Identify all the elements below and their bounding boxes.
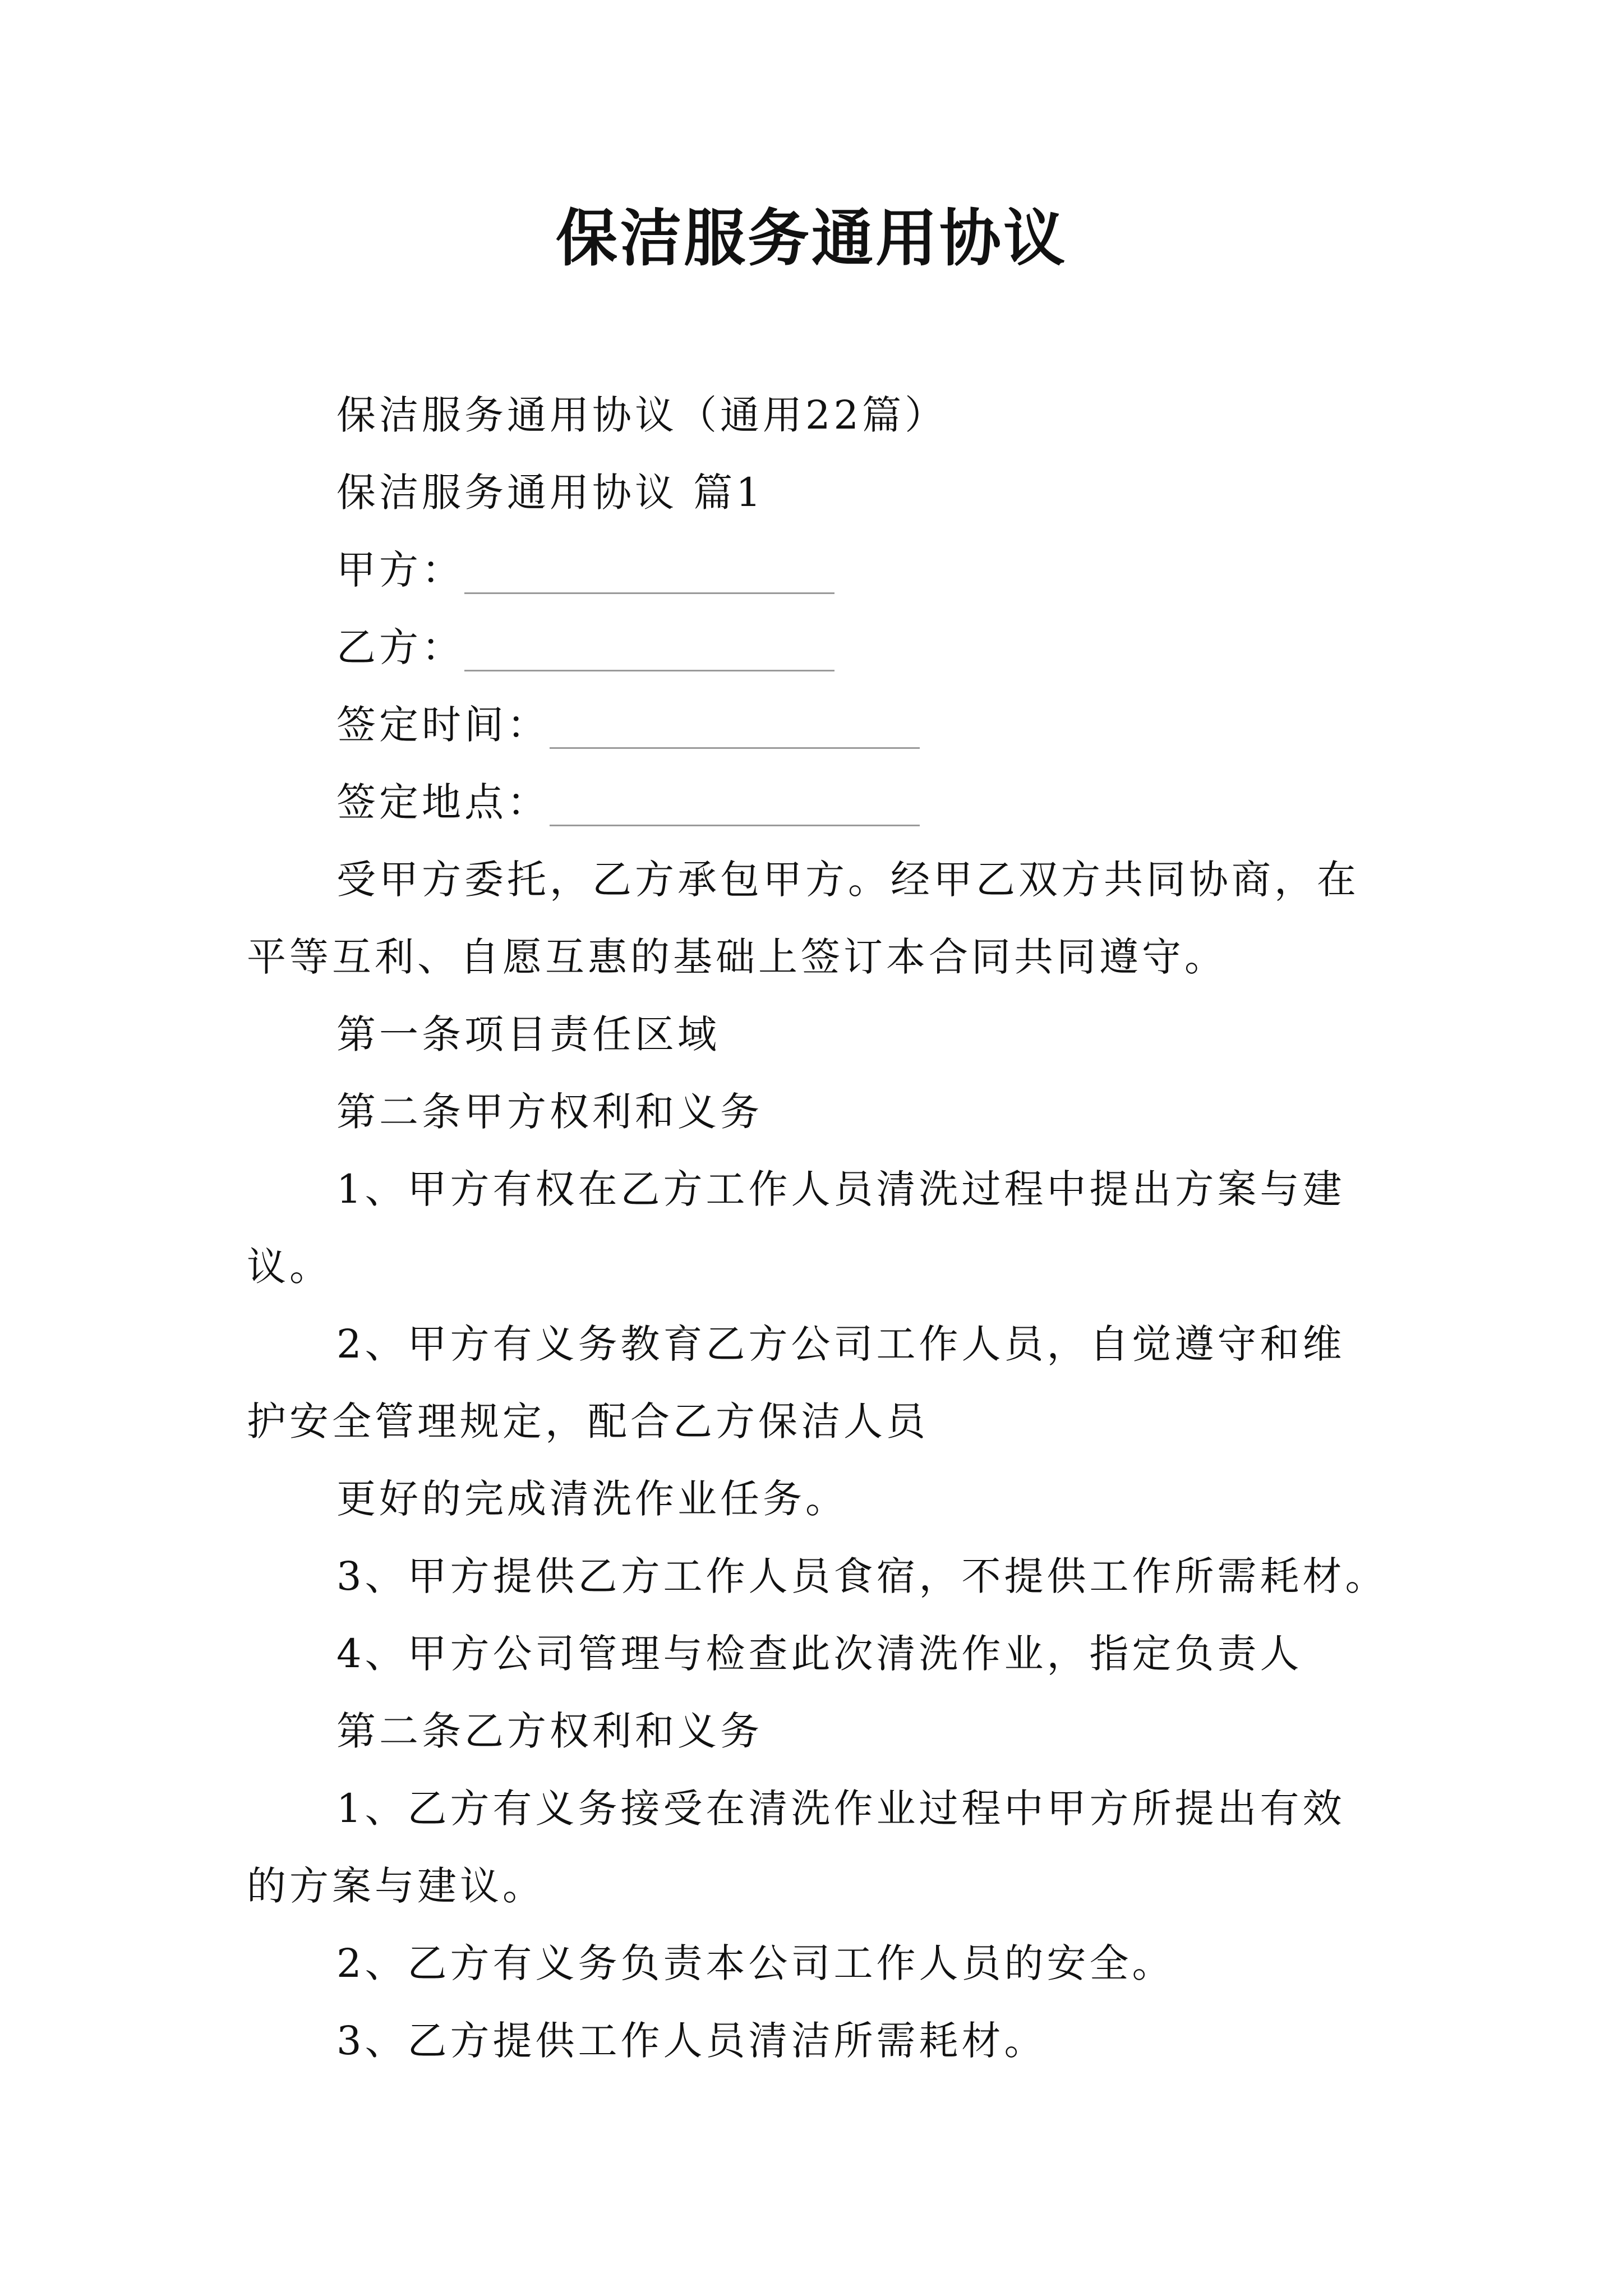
party-a-field (336, 542, 834, 598)
article-heading: 第二条甲方权利和义务 (336, 1089, 763, 1135)
signing-time-field (336, 697, 920, 753)
section-heading: 保洁服务通用协议 篇1 (336, 470, 764, 516)
clause-line: 2、乙方有义务负责本公司工作人员的安全。 (336, 1940, 1175, 1986)
clause-line: 4、甲方公司管理与检查此次清洗作业，指定负责人 (336, 1631, 1303, 1677)
signing-place-label: 签定地点： (336, 779, 550, 825)
clause-line: 3、乙方提供工作人员清洁所需耗材。 (336, 2018, 1047, 2064)
clause-line: 2、甲方有义务教育乙方公司工作人员，自觉遵守和维 (336, 1321, 1345, 1367)
party-a-label: 甲方： (336, 547, 464, 593)
article-heading: 第一条项目责任区域 (336, 1011, 720, 1057)
party-b-field (336, 619, 834, 675)
clause-line: 护安全管理规定，配合乙方保洁人员 (247, 1398, 929, 1444)
clause-line: 的方案与建议。 (247, 1863, 545, 1909)
party-a-blank (464, 542, 834, 594)
intro-paragraph-line: 受甲方委托，乙方承包甲方。经甲乙双方共同协商，在 (336, 857, 1359, 903)
clause-line: 1、乙方有义务接受在清洗作业过程中甲方所提出有效 (336, 1786, 1345, 1832)
signing-place-field (336, 774, 920, 830)
signing-time-blank (550, 697, 920, 749)
clause-line: 更好的完成清洗作业任务。 (336, 1476, 848, 1522)
party-b-label: 乙方： (336, 624, 464, 670)
document-subtitle: 保洁服务通用协议（通用22篇） (336, 392, 948, 438)
signing-time-label: 签定时间： (336, 702, 550, 748)
clause-line: 议。 (247, 1244, 332, 1290)
clause-line: 3、甲方提供乙方工作人员食宿，不提供工作所需耗材。 (336, 1553, 1388, 1599)
document-title: 保洁服务通用协议 (556, 202, 1067, 274)
intro-paragraph-line: 平等互利、自愿互惠的基础上签订本合同共同遵守。 (247, 934, 1227, 980)
clause-line: 1、甲方有权在乙方工作人员清洗过程中提出方案与建 (336, 1166, 1345, 1212)
article-heading: 第二条乙方权利和义务 (336, 1708, 763, 1754)
signing-place-blank (550, 774, 920, 826)
party-b-blank (464, 619, 834, 671)
